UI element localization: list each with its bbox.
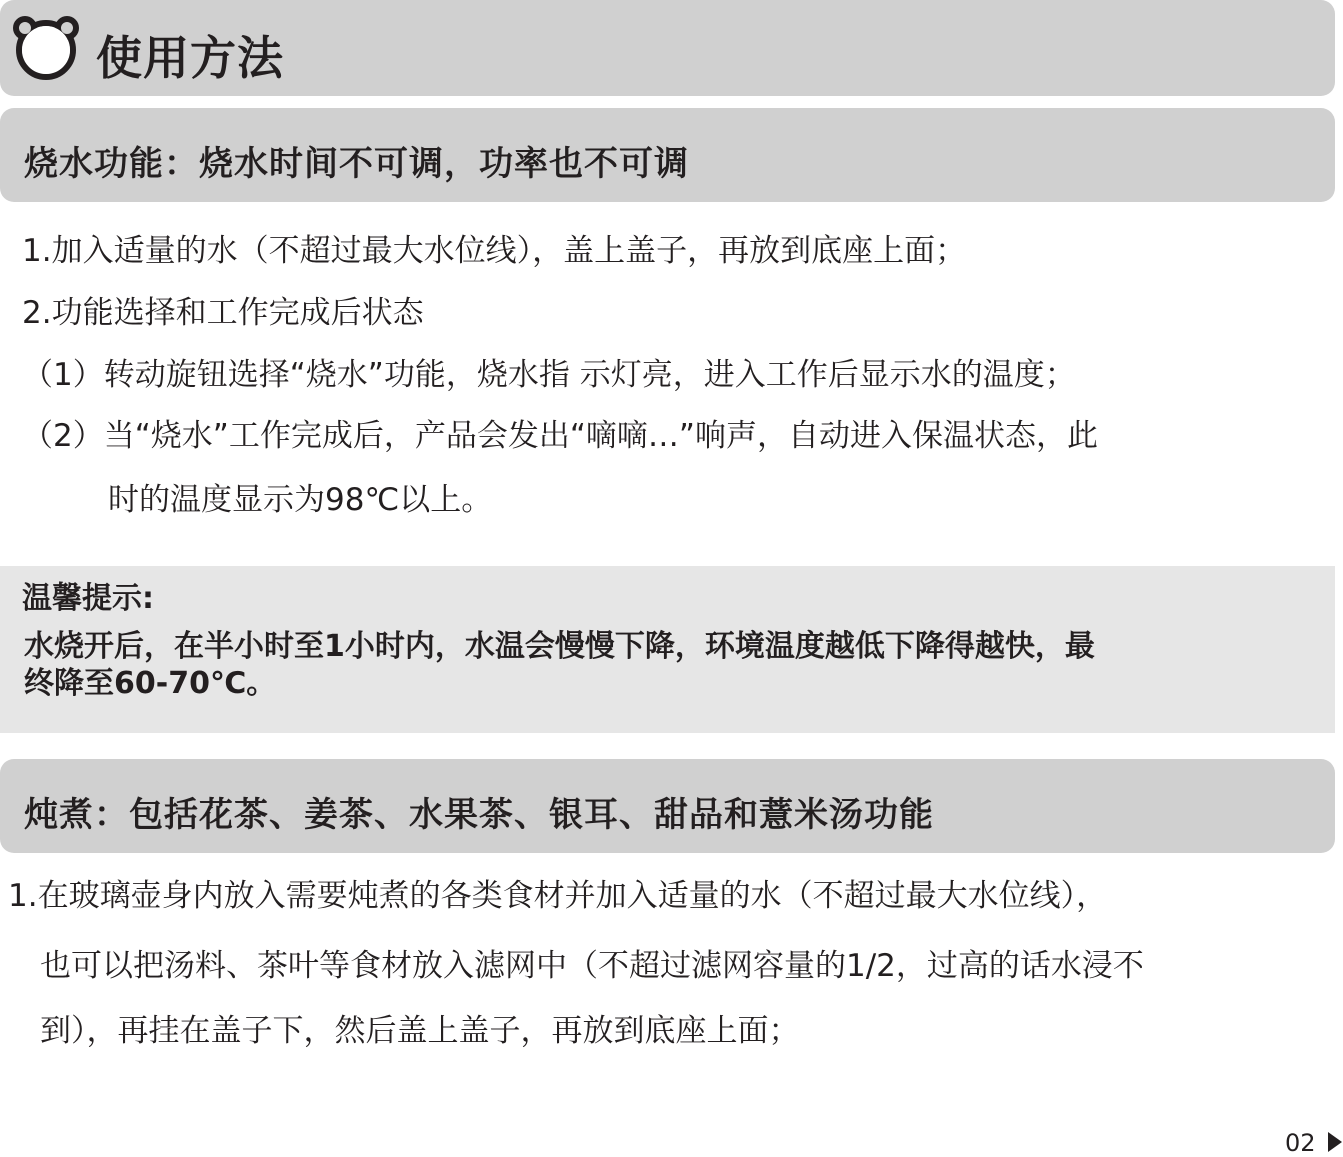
tip-title: 温馨提示: xyxy=(22,581,154,616)
section-heading-boil: 烧水功能：烧水时间不可调，功率也不可调 xyxy=(24,144,689,184)
stew-step-1-cont-1: 也可以把汤料、茶叶等食材放入滤网中（不超过滤网容量的1/2，过高的话水浸不 xyxy=(40,948,1144,984)
bear-head-icon xyxy=(12,14,80,80)
tip-line-1: 水烧开后，在半小时至1小时内，水温会慢慢下降，环境温度越低下降得越快，最 xyxy=(24,629,1095,664)
page-title-bar xyxy=(0,0,1335,96)
tip-box xyxy=(0,566,1335,733)
section-heading-bar-stew xyxy=(0,759,1335,853)
boil-substep-2-cont: 时的温度显示为98℃以上。 xyxy=(108,482,493,518)
tip-line-2: 终降至60-70℃。 xyxy=(24,666,277,701)
page-number: 02 xyxy=(1285,1129,1316,1157)
boil-step-1: 1.加入适量的水（不超过最大水位线），盖上盖子，再放到底座上面； xyxy=(22,233,967,269)
stew-step-1: 1.在玻璃壶身内放入需要炖煮的各类食材并加入适量的水（不超过最大水位线）， xyxy=(8,878,1108,914)
page-title: 使用方法 xyxy=(96,31,284,85)
boil-substep-1: （1）转动旋钮选择“烧水”功能，烧水指 示灯亮，进入工作后显示水的温度； xyxy=(22,357,1076,393)
next-page-arrow-icon xyxy=(1328,1132,1342,1152)
boil-substep-2: （2）当“烧水”工作完成后，产品会发出“嘀嘀…”响声，自动进入保温状态，此 xyxy=(22,418,1098,454)
section-heading-bar-boil xyxy=(0,108,1335,202)
section-heading-stew: 炖煮：包括花茶、姜茶、水果茶、银耳、甜品和薏米汤功能 xyxy=(24,795,934,835)
stew-step-1-cont-2: 到），再挂在盖子下，然后盖上盖子，再放到底座上面； xyxy=(40,1013,800,1049)
boil-step-2: 2.功能选择和工作完成后状态 xyxy=(22,295,424,331)
